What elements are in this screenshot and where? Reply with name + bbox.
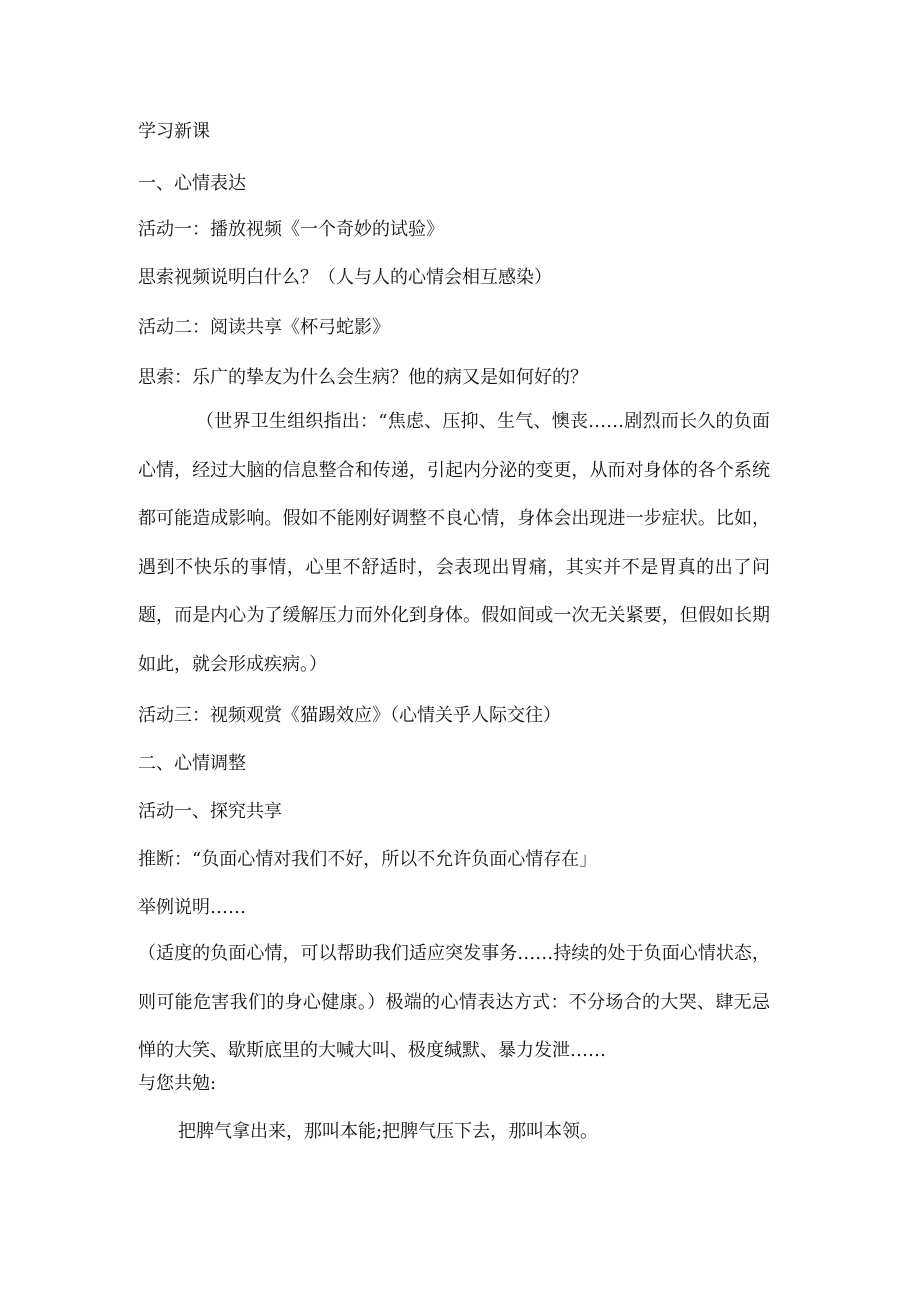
section-1-heading: 一、心情表达 bbox=[138, 173, 246, 194]
closing-quote: 把脾气拿出来，那叫本能;把脾气压下去，那叫本领。 bbox=[178, 1121, 599, 1142]
judgement-line: 推断：“负面心情对我们不好，所以不允许负面心情存在」 bbox=[138, 849, 598, 870]
video-question-line: 思索视频说明白什么？（人与人的心情会相互感染） bbox=[138, 267, 552, 288]
negative-mood-paragraph: （适度的负面心情，可以帮助我们适应突发事务……持续的处于负面心情状态，则可能危害我们的身心健康。）极端的心情表达方式：不分场合的大哭、肆无忌惮的大笑、歇斯底里的大喊大叫、极度缄默、暴力发泄…… bbox=[138, 943, 770, 1061]
activity-1-line: 活动一：播放视频《一个奇妙的试验》 bbox=[138, 219, 444, 240]
heading-new-lesson: 学习新课 bbox=[138, 121, 210, 142]
encourage-heading: 与您共勉: bbox=[138, 1073, 217, 1094]
story-question-line: 思索：乐广的挚友为什么会生病？他的病又是如何好的？ bbox=[138, 367, 588, 388]
activity-explore-line: 活动一、探究共享 bbox=[138, 801, 282, 822]
section-2-heading: 二、心情调整 bbox=[138, 753, 246, 774]
activity-2-line: 活动二：阅读共享《杯弓蛇影》 bbox=[138, 317, 390, 338]
who-quote-paragraph: （世界卫生组织指出：“焦虑、压抑、生气、懊丧……剧烈而长久的负面心情，经过大脑的信息整合和传递，引起内分泌的变更，从而对身体的各个系统都可能造成影响。假如不能刚好调整不良心情，身体会出现进一步症状。比如，遇到不快乐的事情，心里不舒适时，会表现出胃痛，其实并不是胃真的出了问题，而是内心为了缓解压力而外化到身体。假如间或一次无关紧要，但假如长期如此，就会形成疾病。） bbox=[138, 411, 770, 675]
activity-3-line: 活动三：视频观赏《猫踢效应》（心情关乎人际交往） bbox=[138, 705, 561, 726]
example-line: 举例说明…… bbox=[138, 897, 246, 918]
